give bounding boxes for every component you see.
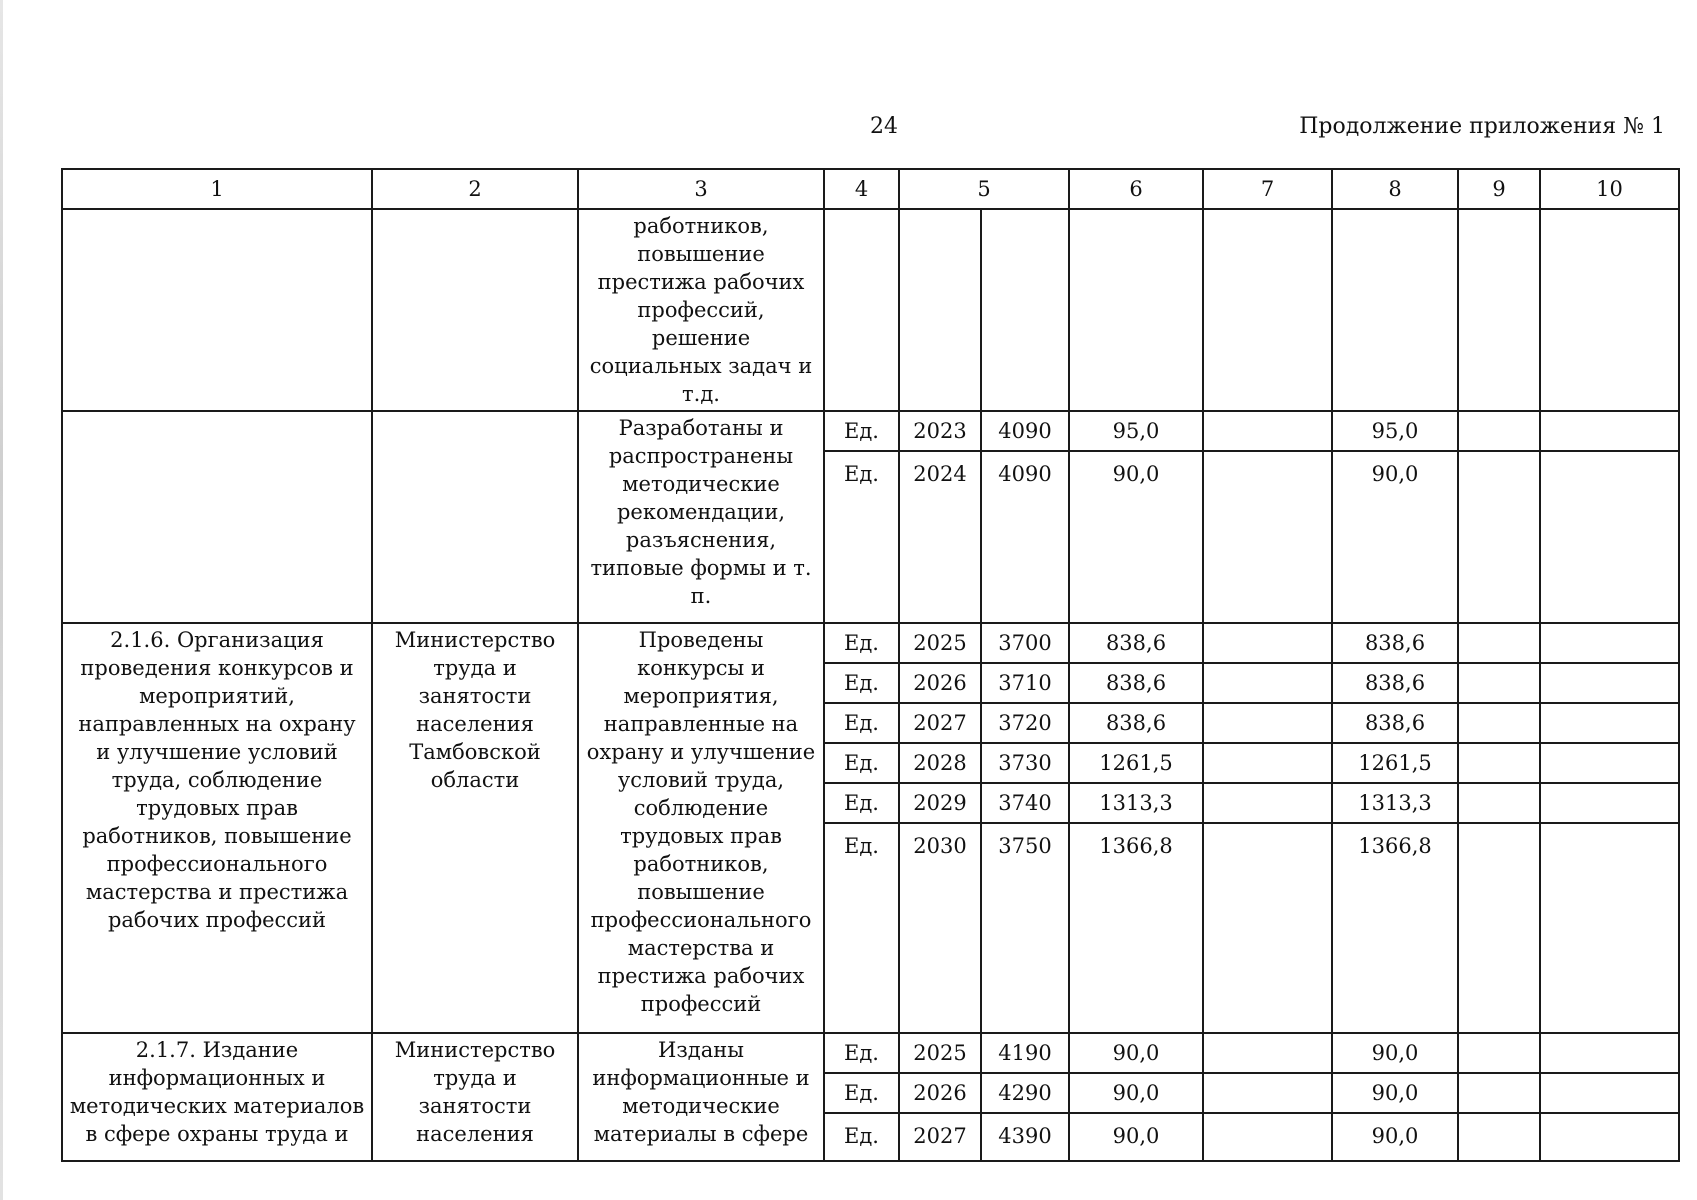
entry-value	[1459, 704, 1539, 744]
entry-value	[1541, 704, 1678, 744]
entry-value: 1261,5	[1333, 744, 1457, 784]
entry-value: Ед.	[825, 1074, 898, 1114]
entry-value	[1541, 1114, 1678, 1160]
value-cell-year	[899, 411, 981, 623]
entry-value: Ед.	[825, 1034, 898, 1074]
entry-value: 3720	[982, 704, 1068, 744]
entry-value: Ед.	[825, 744, 898, 784]
entry-value	[1204, 824, 1331, 870]
cell-text: Министерство труда и занятости населения	[394, 1038, 556, 1146]
cell-text: Проведены конкурсы и мероприятия, направленные на охрану и улучшение условий труда, соблюдение трудовых прав работников, повышение профессионального мастерства и престижа рабочих профессий	[586, 628, 816, 1016]
entry-value: 2026	[900, 664, 980, 704]
entry-value	[1541, 664, 1678, 704]
entry-value	[1459, 1074, 1539, 1114]
entry-value: 1313,3	[1333, 784, 1457, 824]
value-cell-c8	[1332, 1033, 1458, 1161]
entry-value	[1541, 784, 1678, 824]
measure-name-cell	[62, 1033, 372, 1161]
entry-value: 2025	[900, 1034, 980, 1074]
entry-value: 90,0	[1070, 1034, 1202, 1074]
value-cell-c6	[1069, 1033, 1203, 1161]
value-cell-c10	[1540, 623, 1679, 1033]
entry-value	[1204, 744, 1331, 784]
entry-value: 2029	[900, 784, 980, 824]
entry-value: Ед.	[825, 664, 898, 704]
entry-value	[1541, 412, 1678, 452]
entry-value	[1204, 624, 1331, 664]
entry-value: Ед.	[825, 784, 898, 824]
entry-value: 838,6	[1333, 664, 1457, 704]
entry-value	[1204, 704, 1331, 744]
entry-value	[1541, 1074, 1678, 1114]
entry-value: 3710	[982, 664, 1068, 704]
entry-value: Ед.	[825, 704, 898, 744]
entry-value	[1541, 452, 1678, 498]
header-row	[62, 169, 1679, 209]
entry-value	[1459, 1114, 1539, 1160]
entry-value: 95,0	[1333, 412, 1457, 452]
value-cell-c9	[1458, 411, 1540, 623]
entry-value	[1204, 452, 1331, 498]
table-row	[62, 411, 1679, 623]
column-header: 3	[578, 169, 824, 209]
measure-name-cell	[62, 209, 372, 411]
entry-value	[1541, 744, 1678, 784]
cell-text	[373, 412, 577, 416]
entry-value: 3700	[982, 624, 1068, 664]
entry-value: 2024	[913, 462, 967, 486]
value-cell-c10	[1540, 411, 1679, 623]
column-header: 1	[62, 169, 372, 209]
entry-value: 838,6	[1333, 704, 1457, 744]
entry-value: Ед.	[844, 1124, 879, 1148]
entry-value: 2027	[913, 1124, 967, 1148]
value-cell-c9	[1458, 623, 1540, 1033]
cell-text: Министерство труда и занятости населения Тамбовской области	[394, 628, 556, 792]
entry-value	[1459, 744, 1539, 784]
measure-name-cell	[62, 623, 372, 1033]
entry-value	[1459, 1034, 1539, 1074]
executor-cell	[372, 411, 578, 623]
result-cell	[578, 623, 824, 1033]
entry-value: 90,0	[1333, 1074, 1457, 1114]
entry-value: Ед.	[825, 624, 898, 664]
executor-cell	[372, 1033, 578, 1161]
entry-value: 90,0	[1371, 1124, 1419, 1148]
value-cell-c8	[1332, 623, 1458, 1033]
entry-value: 1366,8	[1099, 834, 1173, 858]
executor-cell	[372, 623, 578, 1033]
page-number: 24	[870, 114, 898, 139]
cell-text: 2.1.6. Организация проведения конкурсов и мероприятий, направленных на охрану и улучшение условий труда, соблюдение трудовых прав работников, повышение профессионального мастерства и престижа рабочих профессий	[78, 628, 356, 932]
column-header: 6	[1069, 169, 1203, 209]
column-header: 7	[1203, 169, 1332, 209]
cell-text	[373, 210, 577, 214]
table-row	[62, 1033, 1679, 1161]
entry-value: 838,6	[1070, 704, 1202, 744]
entry-value: 1261,5	[1070, 744, 1202, 784]
entry-value	[1204, 664, 1331, 704]
value-cell-unit	[824, 1033, 899, 1161]
entry-value: 2025	[900, 624, 980, 664]
entry-value: 90,0	[1070, 1074, 1202, 1114]
column-header: 8	[1332, 169, 1458, 209]
entry-value: 4090	[998, 462, 1052, 486]
value-cell-c7	[1203, 411, 1332, 623]
value-cell-c9	[1458, 209, 1540, 411]
entry-value	[1204, 412, 1331, 452]
entry-value	[1204, 1074, 1331, 1114]
cell-text: 2.1.7. Издание информационных и методических материалов в сфере охраны труда и	[69, 1038, 365, 1146]
entry-value: 1366,8	[1358, 834, 1432, 858]
entry-value: 95,0	[1070, 412, 1202, 452]
entry-value	[1459, 624, 1539, 664]
value-cell-year	[899, 209, 981, 411]
measure-name-cell	[62, 411, 372, 623]
entry-value: 1313,3	[1070, 784, 1202, 824]
value-cell-year	[899, 623, 981, 1033]
value-cell-c7	[1203, 209, 1332, 411]
entry-value: 838,6	[1070, 624, 1202, 664]
value-cell-c6	[1069, 623, 1203, 1033]
result-cell	[578, 1033, 824, 1161]
scan-edge	[0, 0, 3, 1200]
entry-value: 4190	[982, 1034, 1068, 1074]
appendix-note: Продолжение приложения № 1	[1299, 114, 1665, 139]
entry-value: 2027	[900, 704, 980, 744]
table-row	[62, 209, 1679, 411]
entry-value: Ед.	[844, 462, 879, 486]
entry-value	[1459, 452, 1539, 498]
table-row	[62, 623, 1679, 1033]
value-cell-c9	[1458, 1033, 1540, 1161]
value-cell-c8	[1332, 411, 1458, 623]
entry-value	[1204, 1034, 1331, 1074]
entry-value: 2030	[913, 834, 967, 858]
value-cell-code	[981, 411, 1069, 623]
result-cell	[578, 209, 824, 411]
cell-text: работников, повышение престижа рабочих профессий, решение социальных задач и т.д.	[589, 214, 813, 406]
entry-value: 90,0	[1333, 1034, 1457, 1074]
result-cell	[578, 411, 824, 623]
value-cell-unit	[824, 209, 899, 411]
column-header: 9	[1458, 169, 1540, 209]
data-table	[61, 168, 1680, 1162]
entry-value: 838,6	[1070, 664, 1202, 704]
entry-value: 3740	[982, 784, 1068, 824]
entry-value	[1459, 412, 1539, 452]
column-header: 2	[372, 169, 578, 209]
entry-value	[1459, 784, 1539, 824]
entry-value: 3750	[998, 834, 1052, 858]
cell-text: Изданы информационные и методические материалы в сфере	[592, 1038, 810, 1146]
column-header: 10	[1540, 169, 1679, 209]
cell-text	[63, 210, 371, 214]
value-cell-c7	[1203, 623, 1332, 1033]
entry-value	[1459, 664, 1539, 704]
value-cell-c6	[1069, 411, 1203, 623]
cell-text	[63, 412, 371, 416]
value-cell-c10	[1540, 1033, 1679, 1161]
entry-value: 3730	[982, 744, 1068, 784]
entry-value	[1459, 824, 1539, 870]
value-cell-code	[981, 623, 1069, 1033]
entry-value: 2028	[900, 744, 980, 784]
column-header: 5	[899, 169, 1069, 209]
value-cell-c8	[1332, 209, 1458, 411]
value-cell-c7	[1203, 1033, 1332, 1161]
entry-value: 2023	[900, 412, 980, 452]
entry-value: 90,0	[1112, 462, 1160, 486]
entry-value: 2026	[900, 1074, 980, 1114]
entry-value: Ед.	[844, 834, 879, 858]
entry-value: 838,6	[1333, 624, 1457, 664]
entry-value: 90,0	[1371, 462, 1419, 486]
value-cell-code	[981, 1033, 1069, 1161]
value-cell-c10	[1540, 209, 1679, 411]
value-cell-year	[899, 1033, 981, 1161]
entry-value: Ед.	[825, 412, 898, 452]
entry-value: 4290	[982, 1074, 1068, 1114]
cell-text: Разработаны и распространены методические рекомендации, разъяснения, типовые формы и т. п.	[590, 416, 812, 608]
entry-value: 4090	[982, 412, 1068, 452]
entry-value	[1541, 1034, 1678, 1074]
entry-value	[1541, 624, 1678, 664]
entry-value	[1541, 824, 1678, 870]
entry-value: 90,0	[1112, 1124, 1160, 1148]
value-cell-unit	[824, 411, 899, 623]
entry-value	[1204, 784, 1331, 824]
value-cell-unit	[824, 623, 899, 1033]
entry-value: 4390	[998, 1124, 1052, 1148]
entry-value	[1204, 1114, 1331, 1160]
value-cell-c6	[1069, 209, 1203, 411]
column-header: 4	[824, 169, 899, 209]
value-cell-code	[981, 209, 1069, 411]
executor-cell	[372, 209, 578, 411]
